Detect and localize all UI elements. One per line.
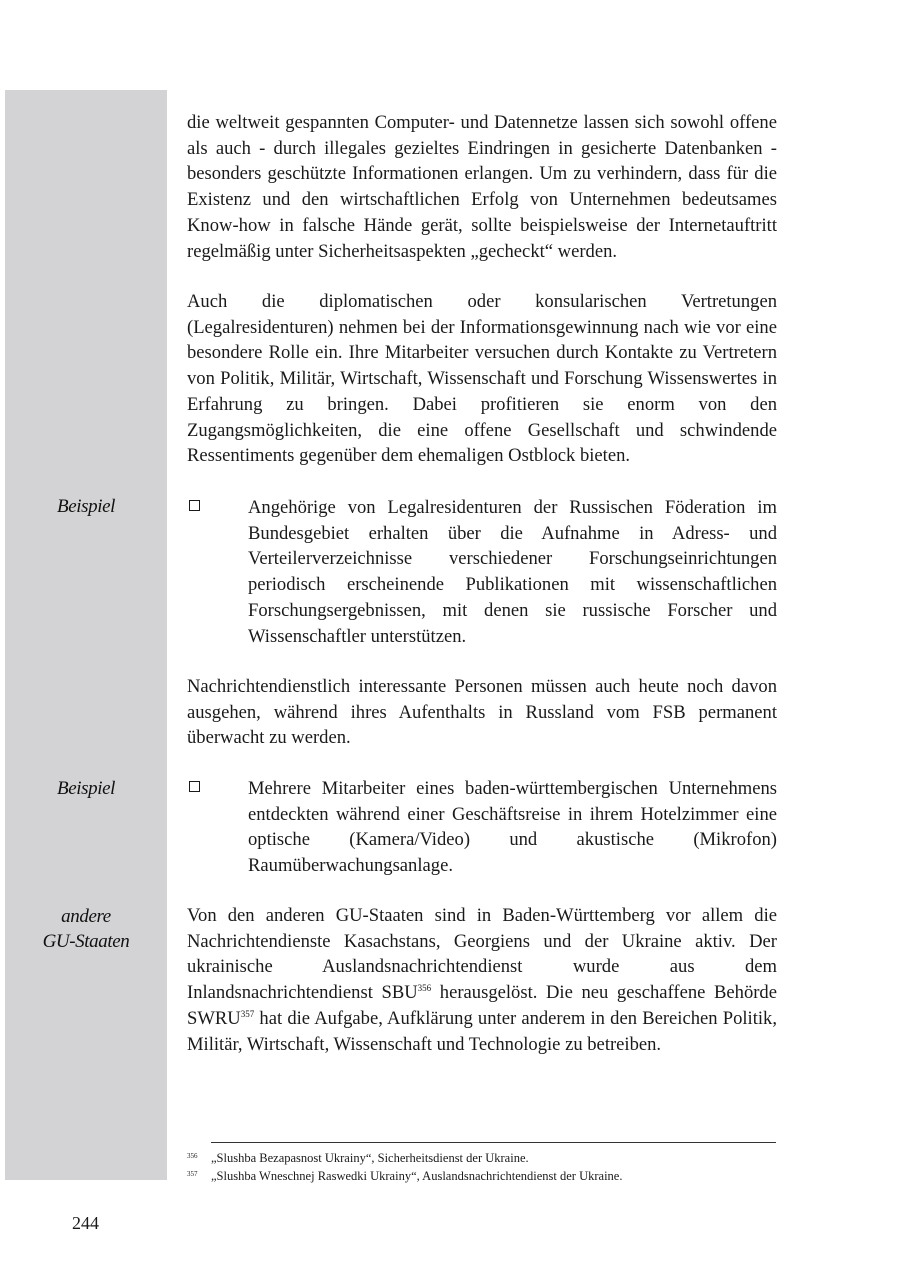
margin-sidebar bbox=[5, 90, 167, 1180]
paragraph-segment: hat die Aufgabe, Aufklärung unter anderem in den Bereichen Politik, Militär, Wirtschaft, Wissenschaft und Technologie zu betreiben. bbox=[187, 1007, 777, 1055]
paragraph-segment: herausgelöst. Die neu geschaffene Behörde SWRU bbox=[187, 982, 777, 1029]
paragraph-text bbox=[187, 903, 777, 1057]
footnote-reference-356[interactable]: 356 bbox=[417, 982, 432, 993]
margin-note-andere-gu-staaten bbox=[5, 904, 167, 954]
paragraph-text: Nachrichtendienstlich interessante Personen müssen auch heute noch davon ausgehen, während ihres Aufenthalts in Russland vom FSB permanent überwacht zu werden. bbox=[187, 676, 777, 749]
footnote-text: „Slushba Bezapasnost Ukrainy“, Sicherheitsdienst der Ukraine. bbox=[211, 1151, 529, 1165]
margin-note-beispiel-2: Beispiel bbox=[56, 778, 115, 799]
margin-note-beispiel-1: Beispiel bbox=[56, 496, 115, 517]
body-paragraph-2 bbox=[187, 289, 777, 469]
paragraph-text: die weltweit gespannten Computer- und Datennetze lassen sich sowohl offene als auch - durch illegales gezieltes Eindringen in gesicherte Datenbanken - besonders geschützte Informationen erlangen. Um zu verhindern, dass für die Existenz und den wirtschaftlichen Erfolg von Unternehmen bedeutsames Know-how in falsche Hände gerät, sollte beispielsweise der Internetauftritt regelmäßig unter Sicherheitsaspekten „gecheckt“ werden. bbox=[187, 112, 777, 262]
footnote-number: 356 bbox=[187, 1152, 198, 1160]
body-paragraph-1 bbox=[187, 110, 777, 264]
example-text: Angehörige von Legalresidenturen der Russischen Föderation im Bundesgebiet erhalten über die Aufnahme in Adress- und Verteilerverzeichnisse verschiedener Forschungseinrichtungen periodisch erscheinende Publikationen mit wissenschaftlichen Forschungsergebnissen, mit denen sie russische Forscher und Wissenschaftler unterstützen. bbox=[248, 497, 777, 647]
footnote-357 bbox=[187, 1168, 777, 1184]
checkbox-square-icon bbox=[189, 500, 200, 511]
example-text: Mehrere Mitarbeiter eines baden-württembergischen Unternehmens entdeckten während einer Geschäftsreise in ihrem Hotelzimmer eine optische (Kamera/Video) und akustische (Mikrofon) Raumüberwachungsanlage. bbox=[248, 778, 777, 877]
footnote-356 bbox=[187, 1150, 777, 1166]
footnote-reference-357[interactable]: 357 bbox=[240, 1008, 255, 1019]
example-item-1 bbox=[187, 495, 777, 649]
margin-note-line: GU-Staaten bbox=[42, 931, 130, 952]
checkbox-square-icon bbox=[189, 781, 200, 792]
paragraph-text: Auch die diplomatischen oder konsularischen Vertretungen (Legalresidenturen) nehmen bei der Informationsgewinnung nach wie vor eine besondere Rolle ein. Ihre Mitarbeiter versuchen durch Kontakte zu Vertretern von Politik, Militär, Wirtschaft, Wissenschaft und Forschung Wissenswertes in Erfahrung zu bringen. Dabei profitieren sie enorm von den Zugangsmöglichkeiten, die eine offene Gesellschaft und schwindende Ressentiments gegenüber dem ehemaligen Ostblock bieten. bbox=[187, 291, 777, 467]
body-paragraph-4 bbox=[187, 903, 777, 1057]
page-number: 244 bbox=[72, 1213, 99, 1233]
footnote-text: „Slushba Wneschnej Raswedki Ukrainy“, Auslandsnachrichtendienst der Ukraine. bbox=[211, 1169, 623, 1183]
body-paragraph-3 bbox=[187, 674, 777, 751]
footnote-divider bbox=[211, 1142, 776, 1143]
margin-note-line: andere bbox=[61, 906, 111, 927]
footnote-number: 357 bbox=[187, 1170, 198, 1178]
example-item-2 bbox=[187, 776, 777, 879]
paragraph-segment: Von den anderen GU-Staaten sind in Baden-Württemberg vor allem die Nachrichtendienste Kasachstans, Georgiens und der Ukraine aktiv. Der ukrainische Auslandsnachrichtendienst wurde aus dem Inlandsnachrichtendienst SBU bbox=[187, 905, 777, 1004]
